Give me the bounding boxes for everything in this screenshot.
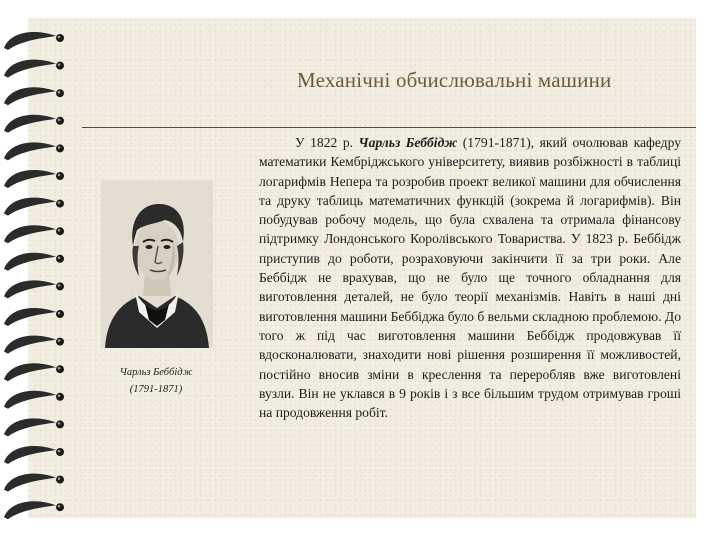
spiral-hole <box>56 310 64 318</box>
spiral-binding-icon <box>0 0 75 540</box>
spiral-hole-shine <box>58 91 61 94</box>
spiral-hole-shine <box>58 477 61 480</box>
spiral-ring <box>4 280 56 298</box>
spiral-hole <box>56 89 64 97</box>
caption-name: Чарльз Беббідж <box>119 367 193 378</box>
spiral-hole <box>56 420 64 428</box>
spiral-hole-shine <box>58 119 61 122</box>
spiral-ring <box>4 501 56 519</box>
title-divider <box>82 127 696 128</box>
spiral-hole-shine <box>58 450 61 453</box>
spiral-ring <box>4 60 56 78</box>
spiral-ring <box>4 391 56 409</box>
spiral-ring <box>4 32 56 50</box>
spiral-hole <box>56 255 64 263</box>
spiral-ring <box>4 418 56 436</box>
spiral-ring <box>4 115 56 133</box>
spiral-hole <box>56 62 64 70</box>
spiral-ring <box>4 336 56 354</box>
spiral-hole <box>56 476 64 484</box>
spiral-hole <box>56 200 64 208</box>
caption-years: (1791-1871) <box>129 384 183 395</box>
spiral-ring <box>4 225 56 243</box>
spiral-ring <box>4 198 56 216</box>
spiral-hole-shine <box>58 146 61 149</box>
babbage-portrait <box>101 180 213 348</box>
spiral-hole-shine <box>58 229 61 232</box>
spiral-hole <box>56 365 64 373</box>
spiral-ring <box>4 474 56 492</box>
spiral-hole <box>56 144 64 152</box>
body-paragraph <box>259 133 681 422</box>
spiral-ring <box>4 170 56 188</box>
spiral-hole <box>56 338 64 346</box>
spiral-hole-shine <box>58 395 61 398</box>
spiral-hole <box>56 393 64 401</box>
spiral-hole-shine <box>58 422 61 425</box>
slide-title: Механічні обчислювальні машини <box>297 68 612 92</box>
spiral-hole-shine <box>58 201 61 204</box>
portrait-caption <box>104 364 208 398</box>
spiral-hole-shine <box>58 174 61 177</box>
spiral-hole <box>56 503 64 511</box>
spiral-hole-shine <box>58 63 61 66</box>
spiral-hole-shine <box>58 312 61 315</box>
spiral-ring <box>4 253 56 271</box>
paragraph-lead: У 1822 р. <box>295 135 359 150</box>
spiral-hole-shine <box>58 339 61 342</box>
paragraph-text: (1791-1871), який очолював кафедру математики Кембріджського університету, виявив розбіжності в таблиці логарифмів Непера та розробив проект великої машини для обчислення та друку таблиць математичних функцій (зокрема й логарифмів). Він побудував робочу модель, що була схвалена та отримала фінансову підтримку Лондонського Королівського Товариства. У 1823 р. Беббідж приступив до роботи, розраховуючи закінчити її за три роки. Але Беббідж не врахував, що не було ще точного обладнання для виготовлення деталей, не було теорії механізмів. Навіть в наші дні виготовлення машини Беббіджа було б вельми складною проблемою. До того ж під час виготовлення машини Беббідж продовжував її вдосконалювати, знаходити нові рішення розширення її можливостей, постійно вносив зміни в креслення та переробляв вже виготовлені вузли. Він не уклався в 9 років і з все більшим трудом отримував гроші на продовження робіт. <box>259 135 682 421</box>
spiral-ring <box>4 142 56 160</box>
spiral-ring <box>4 308 56 326</box>
spiral-ring <box>4 446 56 464</box>
spiral-hole-shine <box>58 36 61 39</box>
spiral-hole <box>56 448 64 456</box>
spiral-hole-shine <box>58 367 61 370</box>
spiral-hole <box>56 282 64 290</box>
spiral-hole <box>56 34 64 42</box>
babbage-name: Чарльз Беббідж <box>358 135 458 150</box>
spiral-hole-shine <box>58 284 61 287</box>
spiral-ring <box>4 363 56 381</box>
spiral-hole <box>56 172 64 180</box>
spiral-hole-shine <box>58 505 61 508</box>
spiral-ring <box>4 87 56 105</box>
spiral-hole <box>56 227 64 235</box>
spiral-hole-shine <box>58 257 61 260</box>
spiral-hole <box>56 117 64 125</box>
